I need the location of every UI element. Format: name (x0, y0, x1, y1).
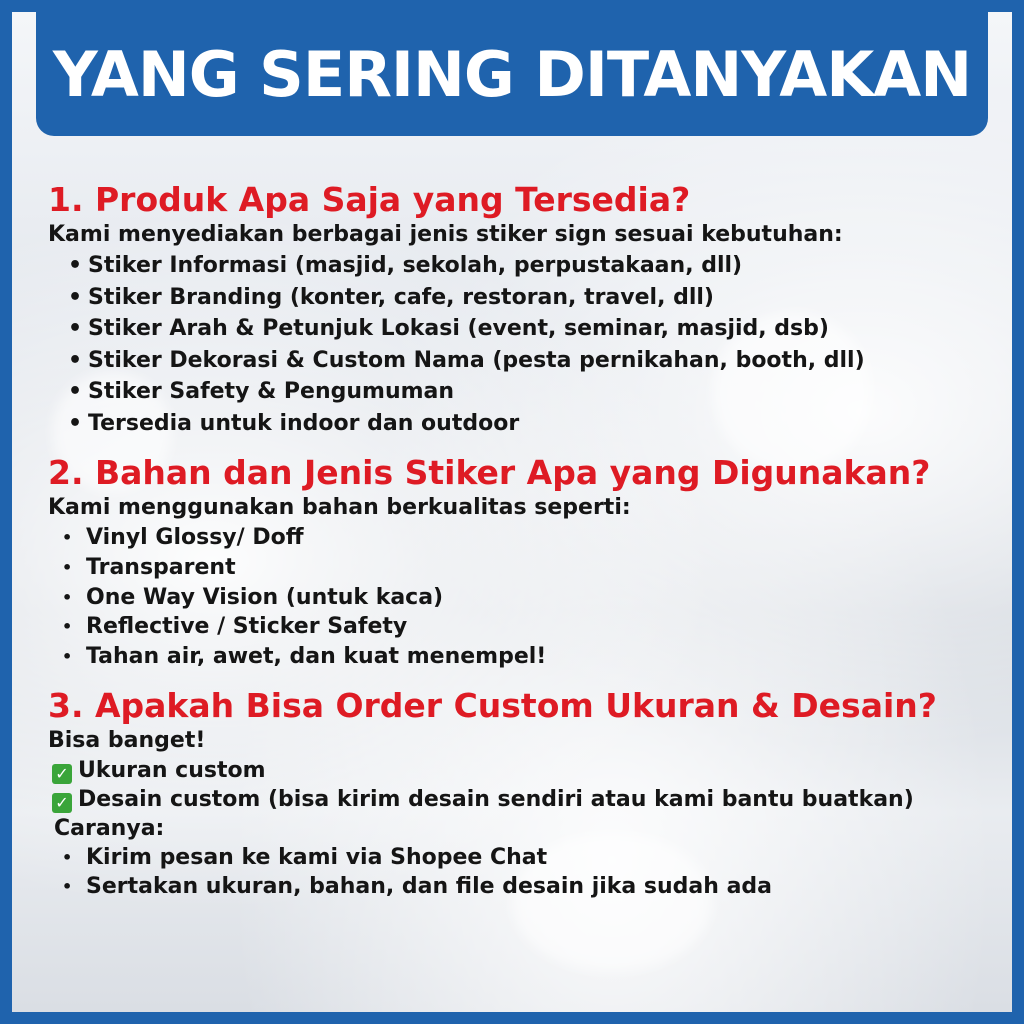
bullet-dot-icon: • (68, 284, 83, 310)
list-item: • Tersedia untuk indoor dan outdoor (48, 408, 988, 440)
list-item: • Stiker Dekorasi & Custom Nama (pesta pernikahan, booth, dll) (48, 345, 988, 377)
list-item: • Stiker Arah & Petunjuk Lokasi (event, seminar, masjid, dsb) (48, 313, 988, 345)
question-heading: 2. Bahan dan Jenis Stiker Apa yang Digunakan? (48, 453, 931, 492)
bullet-dot-icon: • (62, 847, 73, 867)
list-item: • Transparent (48, 553, 988, 583)
list-item: • Reflective / Sticker Safety (48, 612, 988, 642)
faq-content (48, 180, 988, 901)
bullet-dot-icon: • (62, 528, 73, 547)
bullet-dot-icon: • (62, 647, 73, 667)
list-item: • Stiker Safety & Pengumuman (48, 376, 988, 408)
bullet-dot-icon: • (62, 557, 73, 577)
bullet-dot-icon: • (68, 316, 83, 341)
header-banner (36, 12, 988, 136)
how-to-list (48, 843, 988, 901)
check-item: ✓ Desain custom (bisa kirim desain sendiri atau kami bantu buatkan) (48, 785, 988, 814)
bullet-dot-icon: • (62, 587, 73, 607)
bullet-dot-icon: • (68, 253, 83, 278)
material-list (48, 523, 988, 672)
faq-section-materials (48, 453, 988, 672)
check-item: ✓ Ukuran custom (48, 756, 988, 785)
bullet-dot-icon: • (62, 876, 73, 896)
answer-intro: Bisa banget! (48, 727, 206, 753)
answer-intro: Kami menggunakan bahan berkualitas seperti: (48, 495, 631, 520)
list-item: • One Way Vision (untuk kaca) (48, 583, 988, 613)
bullet-dot-icon: • (68, 410, 83, 436)
question-heading: 3. Apakah Bisa Order Custom Ukuran & Desain? (48, 685, 937, 725)
faq-section-products (48, 180, 988, 439)
question-heading: 1. Produk Apa Saja yang Tersedia? (48, 180, 691, 219)
how-to-label: Caranya: (54, 815, 165, 841)
list-item: • Sertakan ukuran, bahan, dan file desain jika sudah ada (62, 873, 773, 899)
answer-intro: Kami menyediakan berbagai jenis stiker sign sesuai kebutuhan: (48, 222, 843, 247)
list-item: • Stiker Informasi (masjid, sekolah, perpustakaan, dll) (48, 250, 988, 282)
check-box-icon: ✓ (52, 764, 72, 784)
list-item: • Tahan air, awet, dan kuat menempel! (48, 642, 988, 672)
product-list (48, 250, 988, 439)
bullet-dot-icon: • (68, 379, 83, 404)
list-item: • Kirim pesan ke kami via Shopee Chat (62, 844, 548, 870)
list-item: • Vinyl Glossy/ Doff (48, 523, 988, 553)
bullet-dot-icon: • (62, 617, 73, 637)
check-box-icon: ✓ (52, 793, 72, 813)
faq-section-custom-order (48, 686, 988, 901)
bullet-dot-icon: • (68, 347, 83, 373)
page-title: YANG SERING DITANYAKAN (52, 37, 972, 111)
list-item: • Stiker Branding (konter, cafe, restoran, travel, dll) (48, 282, 988, 314)
